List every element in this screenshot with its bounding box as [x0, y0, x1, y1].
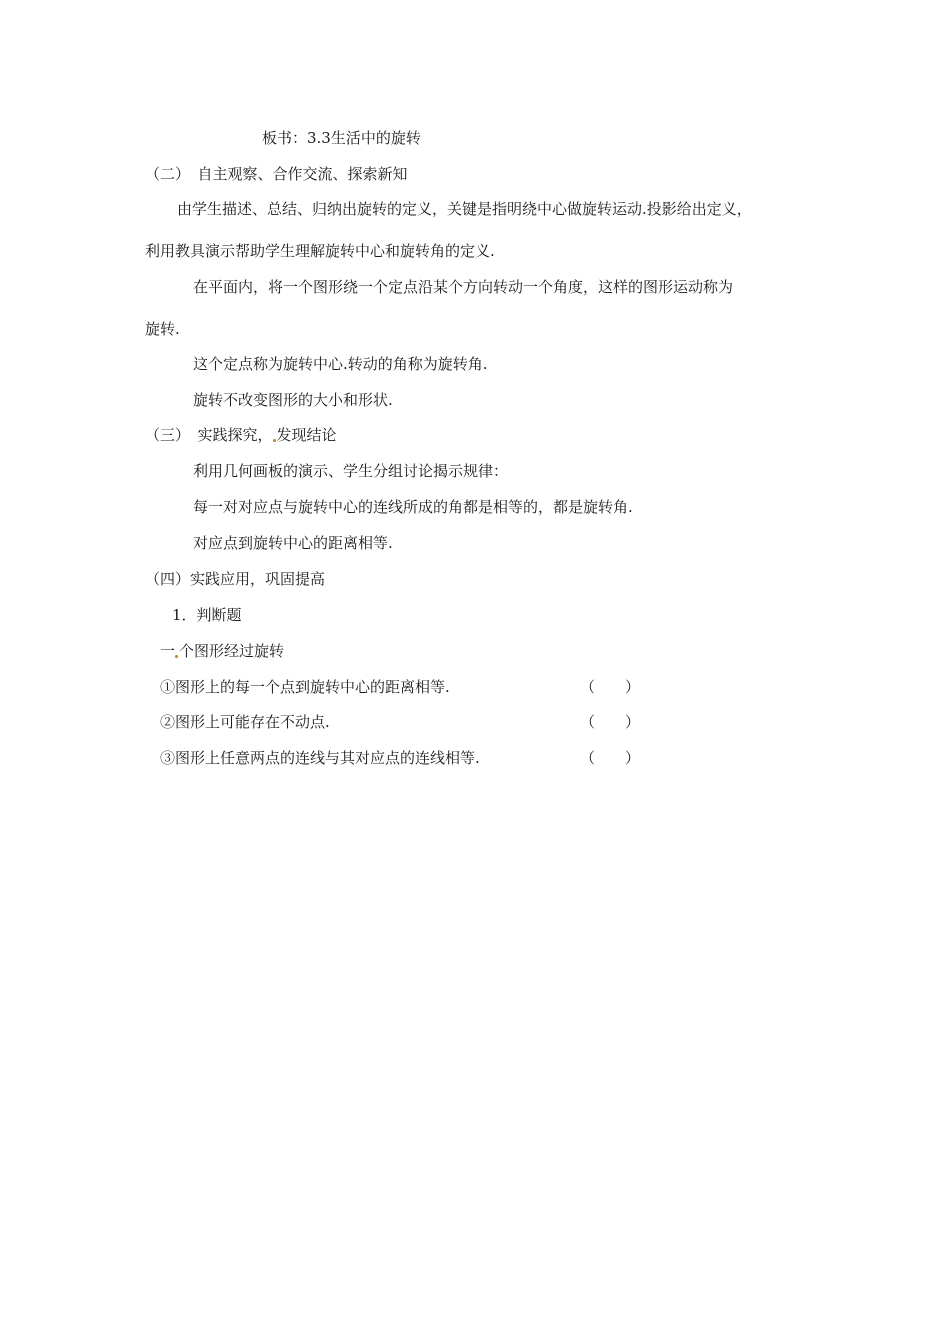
- section-3-heading: [145, 425, 337, 445]
- section-2-paragraph-line-2: 利用教具演示帮助学生理解旋转中心和旋转角的定义.: [145, 242, 495, 260]
- question-item-3: ③图形上任意两点的连线与其对应点的连线相等.: [160, 749, 480, 767]
- board-title: 板书：3.3生活中的旋转: [262, 129, 421, 147]
- section-3-rule-2: 对应点到旋转中心的距离相等.: [193, 534, 393, 552]
- question-stem-part-b: 个图形经过旋转: [179, 642, 285, 660]
- section-3-rule-1: 每一对对应点与旋转中心的连线所成的角都是相等的，都是旋转角.: [193, 498, 633, 516]
- section-3-intro: 利用几何画板的演示、学生分组讨论揭示规律：: [193, 462, 509, 480]
- rotation-center-definition: 这个定点称为旋转中心.转动的角称为旋转角.: [193, 355, 488, 373]
- question-item-2: ②图形上可能存在不动点.: [160, 713, 330, 731]
- answer-blank-2[interactable]: （ ）: [580, 713, 641, 731]
- question-item-1: ①图形上的每一个点到旋转中心的距离相等.: [160, 678, 450, 696]
- section-2-heading: （二） 自主观察、合作交流、探索新知: [145, 165, 408, 183]
- rotation-invariance: 旋转不改变图形的大小和形状.: [193, 391, 393, 409]
- section-2-paragraph-line-1: 由学生描述、总结、归纳出旋转的定义，关键是指明绕中心做旋转运动.投影给出定义，: [177, 200, 752, 218]
- section-3-heading-part-a: （三） 实践探究，: [145, 426, 273, 444]
- section-3-heading-part-b: 发现结论: [276, 426, 337, 444]
- mark-dot-icon: [273, 439, 276, 442]
- mark-dot-icon: [175, 655, 178, 658]
- section-4-subheading: 1．判断题: [172, 606, 242, 624]
- question-stem-part-a: 一: [160, 642, 176, 660]
- question-stem: [160, 641, 284, 661]
- section-4-heading: （四）实践应用，巩固提高: [145, 570, 326, 588]
- rotation-definition-line-1: 在平面内，将一个图形绕一个定点沿某个方向转动一个角度，这样的图形运动称为: [193, 278, 734, 296]
- rotation-definition-line-2: 旋转.: [145, 320, 180, 338]
- answer-blank-3[interactable]: （ ）: [580, 749, 641, 767]
- answer-blank-1[interactable]: （ ）: [580, 678, 641, 696]
